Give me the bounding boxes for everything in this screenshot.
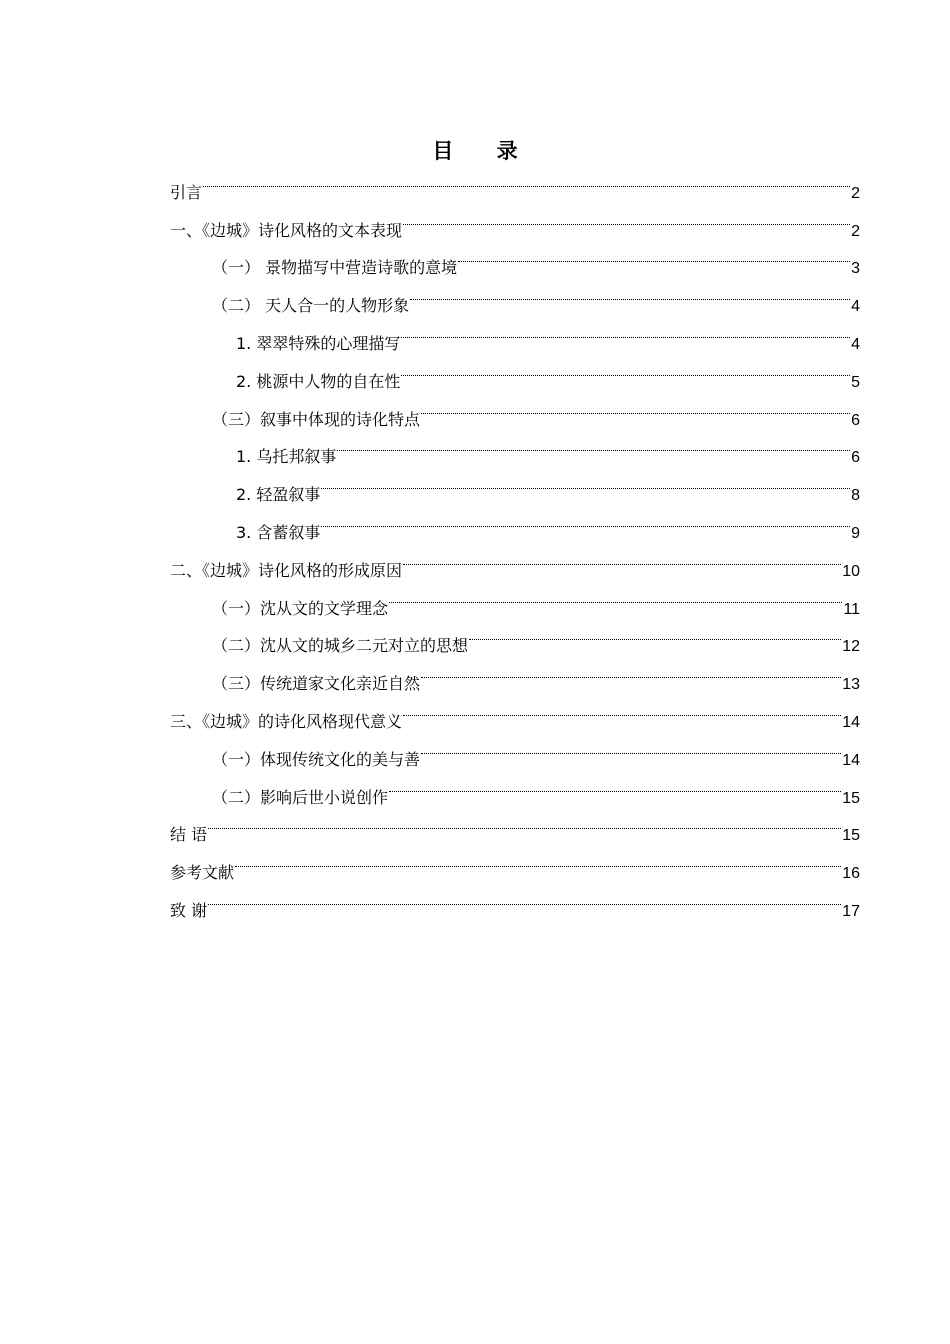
toc-entry-page-number: 4	[851, 335, 860, 353]
toc-dot-leader	[401, 311, 850, 349]
toc-entry-label: （三）叙事中体现的诗化特点	[212, 409, 421, 429]
toc-entry[interactable]	[170, 840, 860, 883]
toc-entry-label: 结 语	[170, 825, 208, 845]
toc-entry-page-number: 2	[851, 184, 860, 202]
toc-dot-leader	[421, 651, 841, 689]
toc-list	[170, 160, 860, 920]
toc-entry-label: （二）沈从文的城乡二元对立的思想	[212, 636, 469, 656]
toc-entry-page-number: 12	[842, 638, 860, 656]
toc-dot-leader	[321, 462, 850, 500]
toc-entry-page-number: 4	[851, 298, 860, 316]
toc-entry-label: 2. 轻盈叙事	[236, 485, 321, 505]
toc-dot-leader	[403, 198, 850, 236]
toc-dot-leader	[208, 878, 841, 916]
toc-entry-page-number: 16	[842, 865, 860, 883]
toc-entry-label: 1. 乌托邦叙事	[236, 447, 337, 467]
toc-entry-page-number: 14	[842, 751, 860, 769]
toc-entry-label: 参考文献	[170, 863, 235, 883]
toc-entry-page-number: 10	[842, 562, 860, 580]
toc-dot-leader	[421, 727, 841, 765]
toc-entry[interactable]	[170, 160, 860, 202]
toc-entry-page-number: 11	[843, 600, 860, 618]
toc-entry-page-number: 8	[851, 487, 860, 505]
toc-entry[interactable]	[170, 198, 860, 240]
toc-entry-page-number: 14	[842, 713, 860, 731]
toc-entry-page-number: 13	[842, 676, 860, 694]
toc-dot-leader	[403, 689, 841, 727]
toc-entry-page-number: 2	[851, 222, 860, 240]
toc-entry-label: 3. 含蓄叙事	[236, 522, 321, 542]
toc-entry-label: 2. 桃源中人物的自在性	[236, 371, 401, 391]
toc-entry-label: 引言	[170, 182, 203, 202]
toc-entry-page-number: 17	[842, 902, 860, 920]
toc-entry[interactable]	[170, 878, 860, 920]
toc-dot-leader	[389, 576, 842, 614]
toc-entry-page-number: 15	[842, 789, 860, 807]
toc-dot-leader	[389, 765, 841, 803]
toc-dot-leader	[203, 160, 850, 198]
toc-entry-page-number: 9	[851, 524, 860, 542]
toc-entry-page-number: 6	[851, 449, 860, 467]
toc-dot-leader	[403, 538, 841, 576]
toc-entry-label: 致 谢	[170, 900, 208, 920]
toc-dot-leader	[469, 614, 841, 652]
toc-entry-label: （二） 天人合一的人物形象	[212, 296, 410, 316]
toc-title: 目 录	[432, 139, 536, 163]
toc-entry-label: 三、《边城》的诗化风格现代意义	[170, 711, 403, 731]
toc-dot-leader	[235, 840, 841, 878]
toc-dot-leader	[321, 500, 850, 538]
toc-entry-page-number: 5	[851, 373, 860, 391]
toc-entry-page-number: 6	[851, 411, 860, 429]
toc-entry-label: （一） 景物描写中营造诗歌的意境	[212, 258, 458, 278]
toc-entry-label: （三）传统道家文化亲近自然	[212, 674, 421, 694]
toc-entry-label: 一、《边城》诗化风格的文本表现	[170, 220, 403, 240]
toc-dot-leader	[458, 236, 850, 274]
toc-entry[interactable]	[170, 803, 860, 845]
toc-entry-page-number: 15	[842, 827, 860, 845]
toc-entry-label: （二）影响后世小说创作	[212, 787, 389, 807]
toc-entry-label: （一）体现传统文化的美与善	[212, 749, 421, 769]
toc-dot-leader	[401, 349, 850, 387]
toc-entry-label: 二、《边城》诗化风格的形成原因	[170, 560, 403, 580]
toc-dot-leader	[410, 273, 850, 311]
toc-dot-leader	[208, 803, 841, 841]
toc-dot-leader	[421, 387, 850, 425]
toc-entry-label: （一）沈从文的文学理念	[212, 598, 389, 618]
toc-dot-leader	[337, 425, 850, 463]
toc-entry-page-number: 3	[851, 260, 860, 278]
toc-entry-label: 1. 翠翠特殊的心理描写	[236, 333, 401, 353]
